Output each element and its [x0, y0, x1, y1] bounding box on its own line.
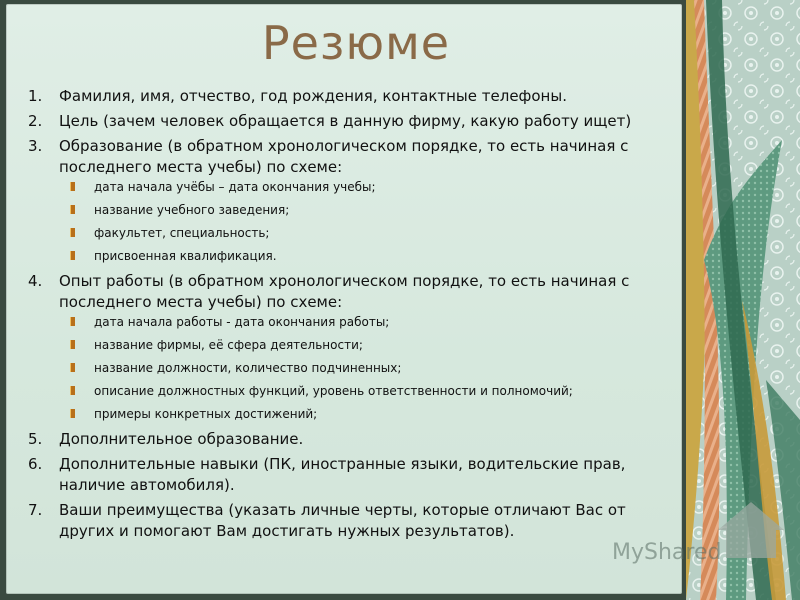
list-item-text: Образование (в обратном хронологическом порядке, то есть начиная с последнего места учебы) по схеме: [59, 137, 629, 176]
sub-list-item [59, 383, 668, 399]
sub-list-item [59, 225, 668, 241]
sub-list-item [59, 337, 668, 353]
sub-list [59, 179, 668, 264]
list-item [28, 111, 668, 132]
list-item [28, 271, 668, 422]
numbered-list [28, 86, 668, 546]
sub-list-item-text: название учебного заведения; [94, 203, 290, 217]
list-item-number: 7. [28, 501, 43, 519]
list-item-text: Цель (зачем человек обращается в данную фирму, какую работу ищет) [59, 112, 632, 130]
sub-list-item [59, 179, 668, 195]
list-item-text: Фамилия, имя, отчество, год рождения, контактные телефоны. [59, 87, 567, 105]
list-item-number: 1. [28, 87, 43, 105]
list-item-number: 6. [28, 455, 43, 473]
slide-title: Резюме [261, 16, 451, 70]
bullet-icon [70, 317, 75, 326]
bullet-icon [70, 386, 75, 395]
sub-list-item [59, 406, 668, 422]
sub-list-item-text: описание должностных функций, уровень ответственности и полномочий; [94, 384, 573, 398]
sub-list-item-text: название должности, количество подчиненных; [94, 361, 402, 375]
list-item-number: 5. [28, 430, 43, 448]
home-icon[interactable] [716, 500, 786, 560]
list-item-text: Дополнительное образование. [59, 430, 304, 448]
watermark-text: MyShared [612, 540, 722, 565]
sub-list-item-text: дата начала учёбы – дата окончания учебы; [94, 180, 376, 194]
bullet-icon [70, 340, 75, 349]
list-item [28, 136, 668, 264]
list-item [28, 500, 668, 542]
bullet-icon [70, 409, 75, 418]
list-item-text: Опыт работы (в обратном хронологическом порядке, то есть начиная с последнего места учебы) по схеме: [59, 272, 630, 311]
sub-list-item-text: название фирмы, её сфера деятельности; [94, 338, 363, 352]
sub-list-item-text: дата начала работы - дата окончания работы; [94, 315, 390, 329]
list-item [28, 86, 668, 107]
bullet-icon [70, 363, 75, 372]
list-item [28, 429, 668, 450]
sub-list-item-text: присвоенная квалификация. [94, 249, 277, 263]
list-item-text: Ваши преимущества (указать личные черты, которые отличают Вас от других и помогают Вам достигать нужных результатов). [59, 501, 626, 540]
sub-list-item [59, 314, 668, 330]
list-item-text: Дополнительные навыки (ПК, иностранные языки, водительские прав, наличие автомобиля). [59, 455, 626, 494]
sub-list-item [59, 360, 668, 376]
bullet-icon [70, 182, 75, 191]
list-item [28, 454, 668, 496]
sub-list-item-text: факультет, специальность; [94, 226, 270, 240]
sub-list-item-text: примеры конкретных достижений; [94, 407, 318, 421]
list-item-number: 2. [28, 112, 43, 130]
sub-list-item [59, 202, 668, 218]
bullet-icon [70, 205, 75, 214]
sub-list-item [59, 248, 668, 264]
sub-list [59, 314, 668, 422]
list-item-number: 3. [28, 137, 43, 155]
list-item-number: 4. [28, 272, 43, 290]
bullet-icon [70, 228, 75, 237]
bullet-icon [70, 251, 75, 260]
